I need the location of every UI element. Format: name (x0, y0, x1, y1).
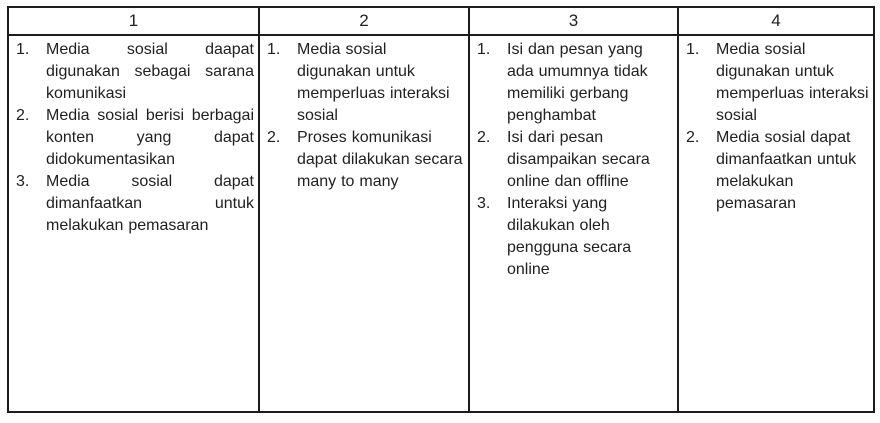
item-number: 1. (16, 41, 30, 58)
table-header-row (8, 7, 874, 35)
column-cell-1 (8, 35, 259, 412)
item-number: 2. (477, 129, 491, 146)
list-item (260, 39, 464, 127)
item-text: Proses komunikasi dapat dilakukan secara many to many (297, 129, 463, 190)
list-item (9, 105, 254, 171)
item-text: Media sosial dapat dimanfaatkan untuk melakukan pemasaran (716, 129, 857, 212)
item-text: Media sosial berisi berbagai konten yang dapat didokumentasikan (46, 107, 254, 168)
item-number: 1. (267, 41, 281, 58)
cell-list (470, 39, 677, 281)
item-number: 2. (267, 129, 281, 146)
column-header-1: 1 (8, 7, 259, 35)
item-number: 2. (16, 107, 30, 124)
list-item (470, 193, 673, 281)
column-header-3: 3 (469, 7, 678, 35)
column-cell-4 (678, 35, 874, 412)
item-number: 1. (477, 41, 491, 58)
column-cell-3 (469, 35, 678, 412)
cell-list (9, 39, 258, 237)
column-header-4: 4 (678, 7, 874, 35)
list-item (470, 39, 673, 127)
item-text: Interaksi yang dilakukan oleh pengguna secara online (507, 195, 632, 278)
column-header-2: 2 (259, 7, 469, 35)
list-item (260, 127, 464, 193)
item-text: Media sosial digunakan untuk memperluas interaksi sosial (716, 41, 869, 124)
list-item (9, 171, 254, 237)
item-text: Isi dari pesan disampaikan secara online dan offline (507, 129, 650, 190)
list-item (9, 39, 254, 105)
item-number: 1. (686, 41, 700, 58)
item-text: Media sosial daapat digunakan sebagai sarana komunikasi (46, 41, 254, 102)
item-text: Media sosial digunakan untuk memperluas interaksi sosial (297, 41, 450, 124)
list-item (679, 127, 869, 215)
cell-list (260, 39, 468, 193)
column-cell-2 (259, 35, 469, 412)
item-number: 3. (477, 195, 491, 212)
cell-list (679, 39, 873, 215)
item-number: 3. (16, 173, 30, 190)
item-text: Isi dan pesan yang ada umumnya tidak memiliki gerbang penghambat (507, 41, 648, 124)
list-item (470, 127, 673, 193)
item-number: 2. (686, 129, 700, 146)
item-text: Media sosial dapat dimanfaatkan untuk melakukan pemasaran (46, 173, 254, 234)
comparison-table (7, 6, 875, 413)
table-body-row (8, 35, 874, 412)
list-item (679, 39, 869, 127)
